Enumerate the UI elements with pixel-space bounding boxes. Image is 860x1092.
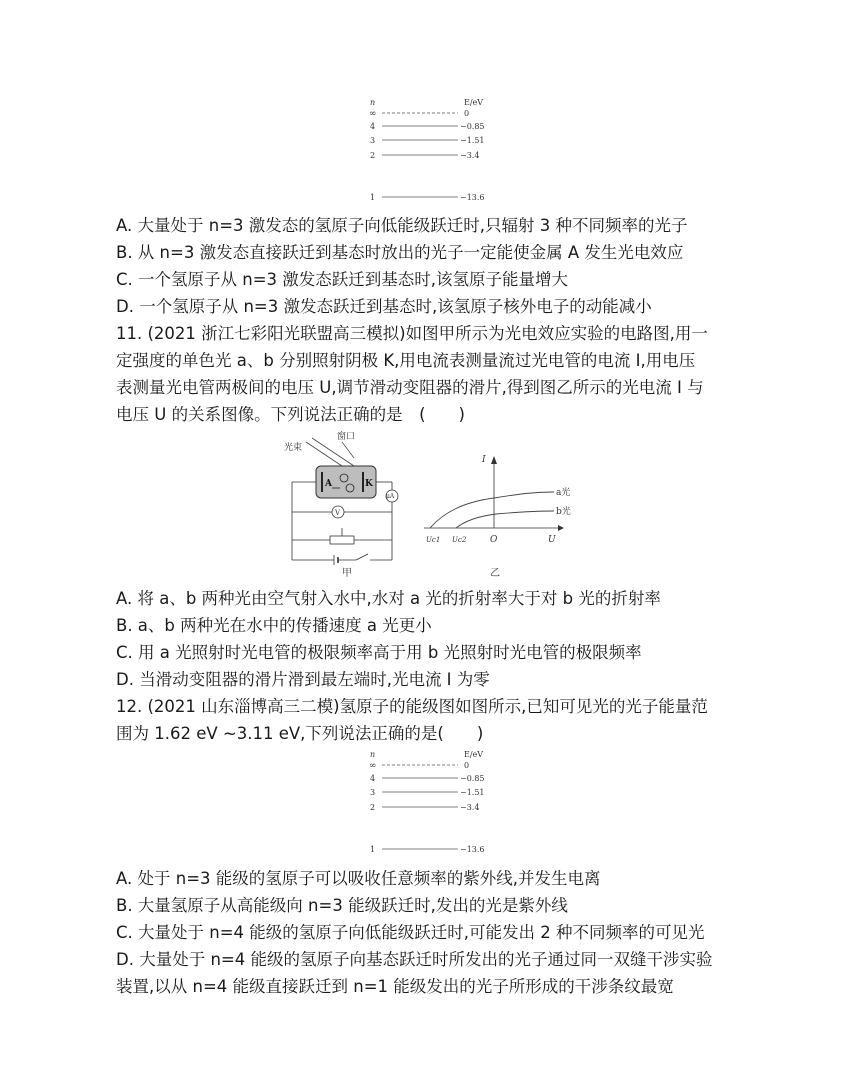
q12-option-d-line-2: 装置,以从 n=4 能级直接跃迁到 n=1 能级发出的光子所形成的干涉条纹最宽 [116, 977, 674, 996]
graph-y-label: I [482, 455, 486, 465]
n-axis-label: n [370, 750, 376, 759]
graph-origin: O [490, 535, 498, 545]
level-e-3: −1.51 [460, 136, 485, 145]
q11-stem-line-1: 11. (2021 浙江七彩阳光联盟高三模拟)如图甲所示为光电效应实验的电路图,用一 [116, 324, 708, 343]
q12-stem-line-1: 12. (2021 山东淄博高三二模)氢原子的能级图如图所示,已知可见光的光子能量范 [116, 697, 708, 716]
cathode-label: K [365, 479, 373, 489]
level-n-3: 3 [370, 788, 376, 797]
level-e-1: −13.6 [460, 845, 485, 854]
q12-option-a: A. 处于 n=3 能级的氢原子可以吸收任意频率的紫外线,并发生电离 [116, 869, 601, 888]
level-e-4: −0.85 [460, 122, 485, 131]
ammeter-label: μA [386, 493, 395, 500]
voltmeter-label: V [335, 509, 341, 517]
graph-uc2: Uc2 [452, 536, 467, 544]
curve-a [430, 492, 554, 528]
q10-option-a: A. 大量处于 n=3 激发态的氢原子向低能级跃迁时,只辐射 3 种不同频率的光子 [116, 216, 688, 235]
level-n-inf: ∞ [369, 109, 377, 119]
level-n-4: 4 [370, 774, 376, 783]
energy-level-diagram-1 [360, 96, 500, 204]
graph-caption: 乙 [490, 568, 500, 579]
curve-a-label: a光 [556, 488, 571, 498]
level-e-3: −1.51 [460, 788, 485, 797]
level-n-1: 1 [370, 193, 376, 202]
q11-stem-line-3: 表测量光电管两极间的电压 U,调节滑动变阻器的滑片,得到图乙所示的光电流 I 与 [116, 378, 704, 397]
level-e-inf: 0 [464, 109, 470, 118]
q12-option-d-line-1: D. 大量处于 n=4 能级的氢原子向基态跃迁时所发出的光子通过同一双缝干涉实验 [116, 950, 713, 969]
graph-x-label: U [548, 535, 556, 545]
q11-option-c: C. 用 a 光照射时光电管的极限频率高于用 b 光照射时光电管的极限频率 [116, 643, 642, 662]
level-n-inf: ∞ [369, 761, 377, 771]
circuit-caption: 甲 [342, 568, 352, 579]
beam-label: 光束 [284, 443, 303, 453]
q10-option-d: D. 一个氢原子从 n=3 激发态跃迁到基态时,该氢原子核外电子的动能减小 [116, 297, 652, 316]
level-n-2: 2 [370, 151, 376, 160]
q11-stem-line-2: 定强度的单色光 a、b 分别照射阴极 K,用电流表测量流过光电管的电流 I,用电压 [116, 351, 696, 370]
energy-axis-label: E/eV [464, 98, 484, 107]
q11-option-d: D. 当滑动变阻器的滑片滑到最左端时,光电流 I 为零 [116, 670, 490, 689]
photoelectric-circuit-diagram [280, 428, 420, 580]
q12-option-c: C. 大量处于 n=4 能级的氢原子向低能级跃迁时,可能发出 2 种不同频率的可见光 [116, 923, 705, 942]
level-n-2: 2 [370, 803, 376, 812]
level-n-4: 4 [370, 122, 376, 131]
curve-b-label: b光 [556, 507, 571, 517]
photocurrent-voltage-graph [424, 452, 590, 580]
level-e-1: −13.6 [460, 193, 485, 202]
graph-uc1: Uc1 [426, 536, 441, 544]
q12-stem-line-2: 围为 1.62 eV ~3.11 eV,下列说法正确的是( ) [116, 724, 484, 743]
q11-option-b: B. a、b 两种光在水中的传播速度 a 光更小 [116, 616, 432, 635]
q12-option-b: B. 大量氢原子从高能级向 n=3 能级跃迁时,发出的光是紫外线 [116, 896, 568, 915]
window-label: 窗口 [337, 432, 356, 442]
level-n-1: 1 [370, 845, 376, 854]
energy-level-diagram-2 [360, 748, 500, 856]
q11-option-a: A. 将 a、b 两种光由空气射入水中,水对 a 光的折射率大于对 b 光的折射率 [116, 589, 661, 608]
q10-option-c: C. 一个氢原子从 n=3 激发态跃迁到基态时,该氢原子能量增大 [116, 270, 569, 289]
level-e-4: −0.85 [460, 774, 485, 783]
level-e-2: −3.4 [460, 151, 480, 160]
q10-option-b: B. 从 n=3 激发态直接跃迁到基态时放出的光子一定能使金属 A 发生光电效应 [116, 243, 684, 262]
curve-b [456, 511, 554, 528]
energy-axis-label: E/eV [464, 750, 484, 759]
q11-stem-line-4: 电压 U 的关系图像。下列说法正确的是 ( ) [116, 405, 465, 424]
n-axis-label: n [370, 98, 376, 107]
anode-label: A [325, 479, 332, 489]
level-n-3: 3 [370, 136, 376, 145]
level-e-inf: 0 [464, 761, 470, 770]
level-e-2: −3.4 [460, 803, 480, 812]
